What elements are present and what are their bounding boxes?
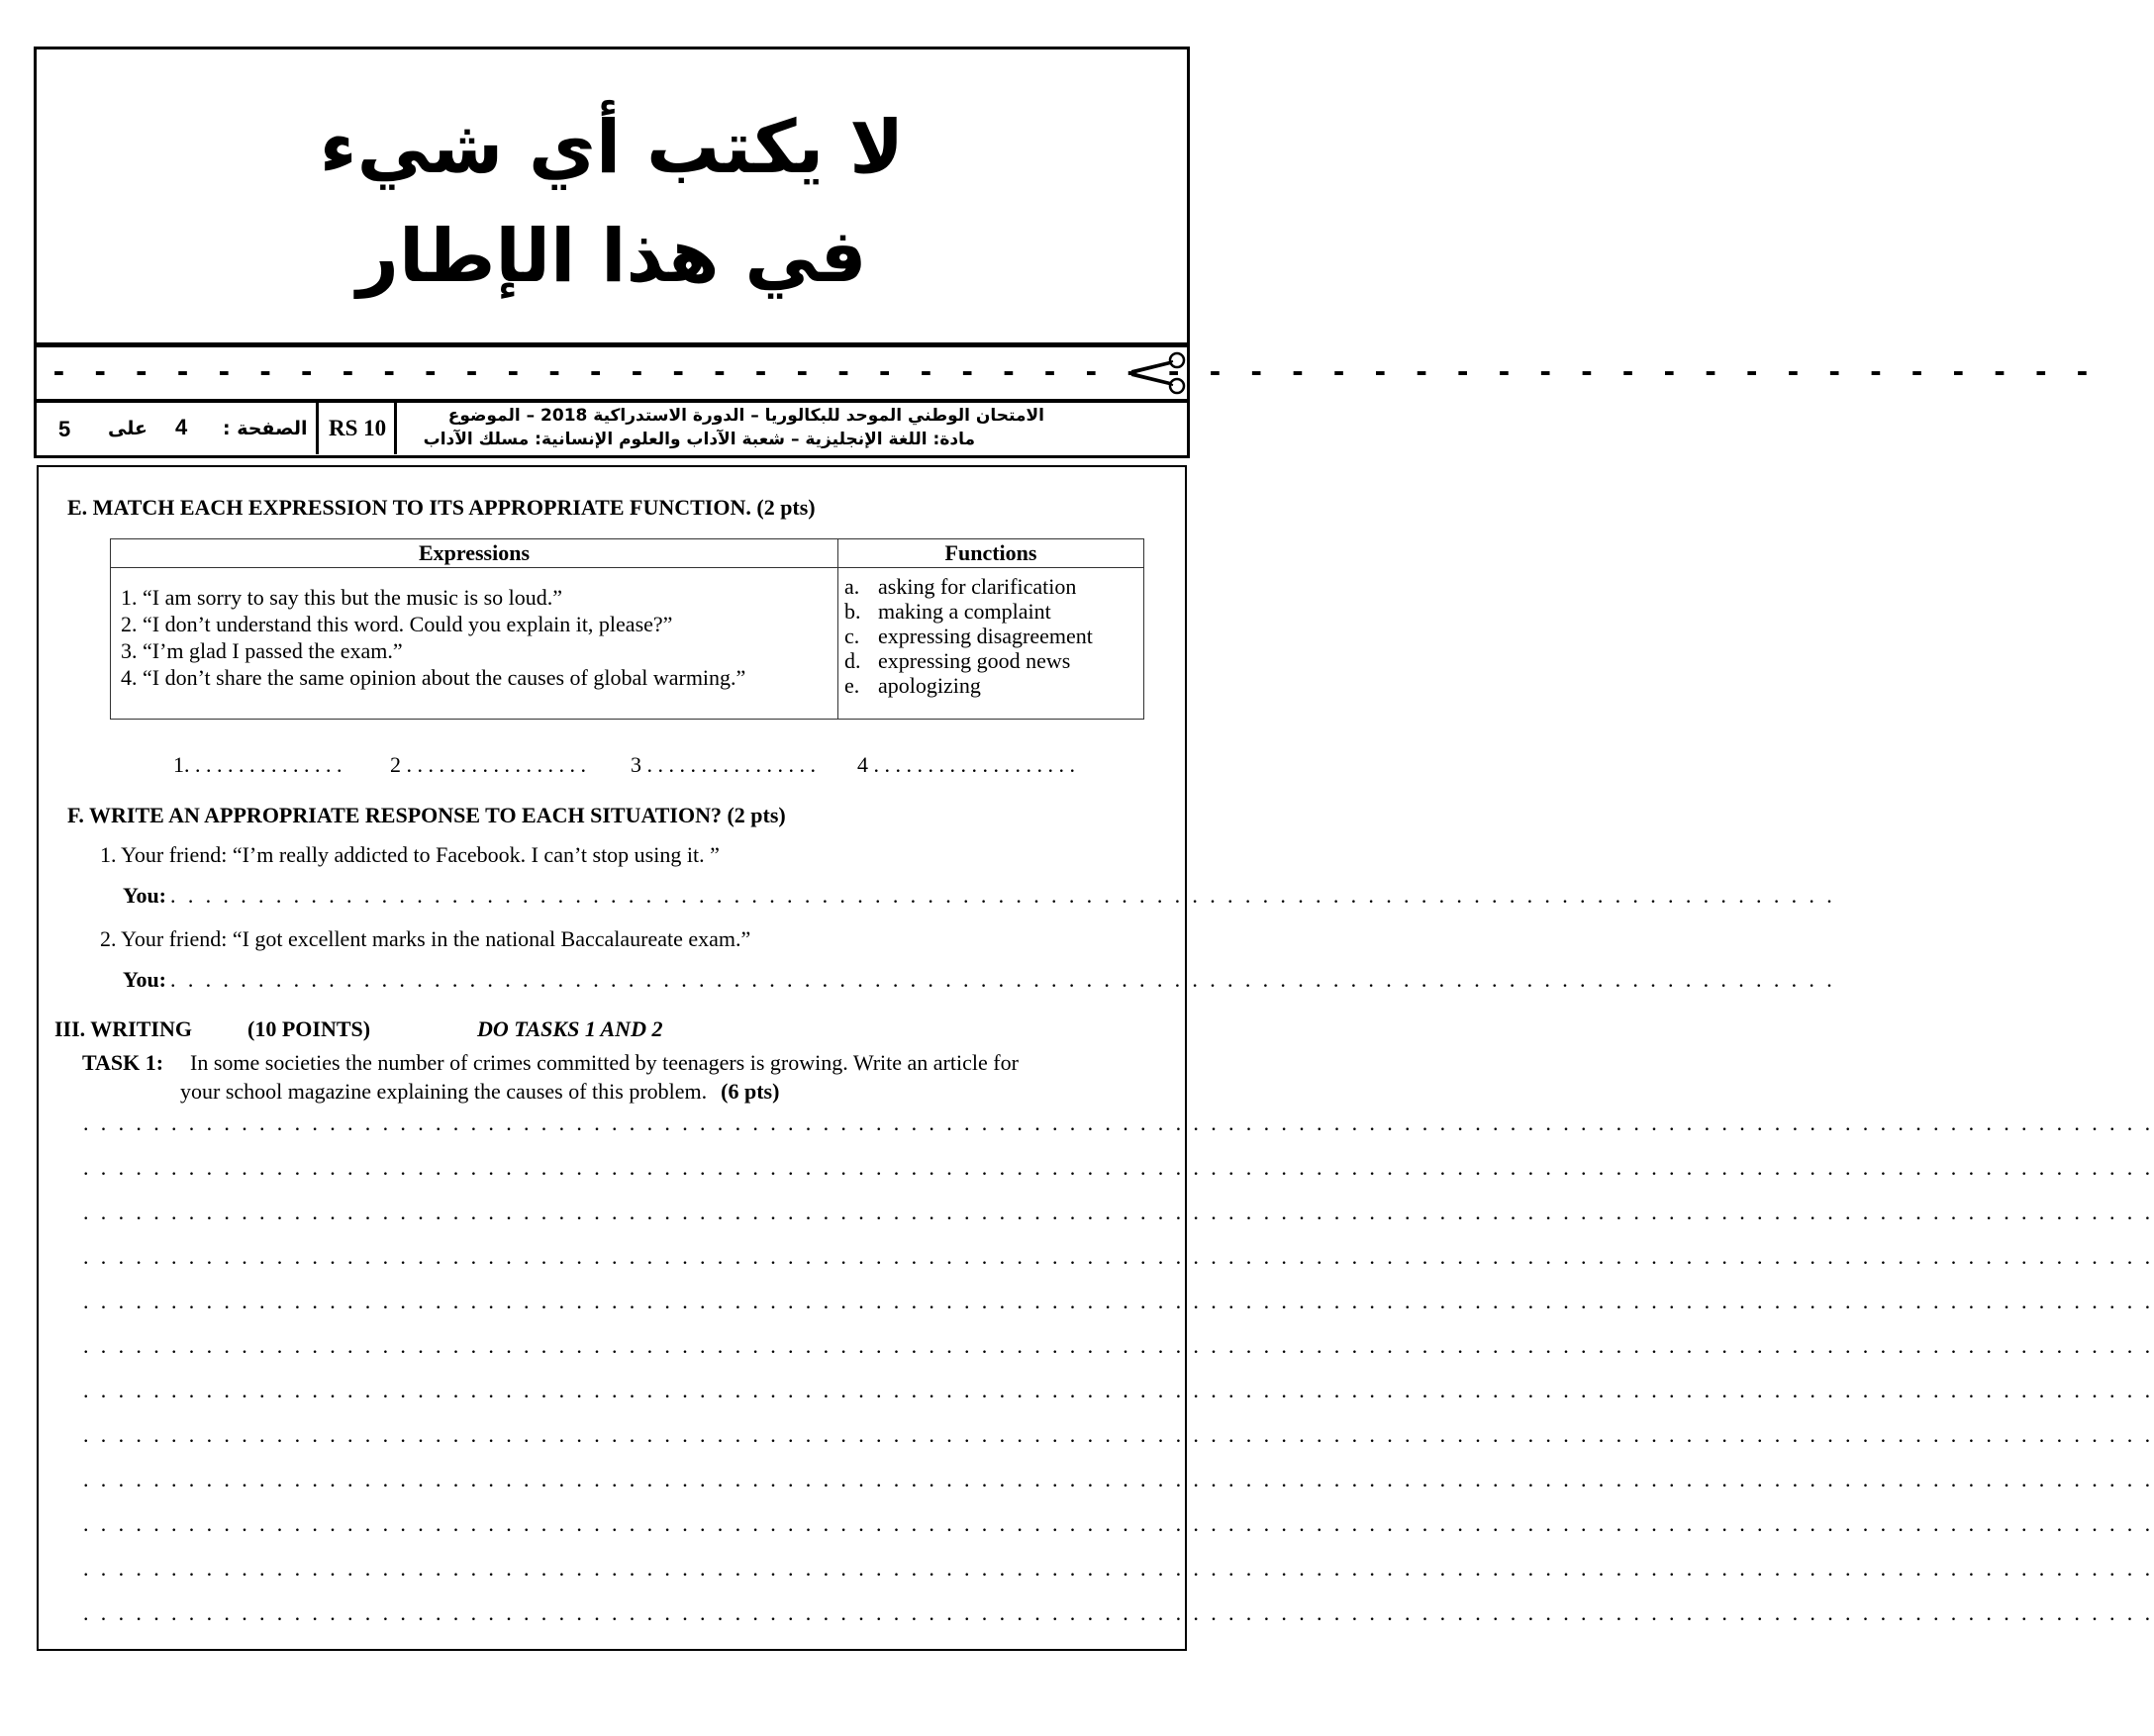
answer-blank-2[interactable]: 2 . . . . . . . . . . . . . . . . .: [390, 752, 586, 777]
scissors-icon: [1129, 351, 1189, 395]
function-text: expressing good news: [878, 648, 1071, 673]
cut-line: - - - - - - - - - - - - - - - - - - - - - - - - - - - - - - - - - - - - - - - - - - - - - - - - - -: [50, 355, 2095, 388]
page-header-row: [34, 401, 1190, 458]
writing-line[interactable]: . . . . . . . . . . . . . . . . . . . . . . . . . . . . . . . . . . . . . . . . . . . . . . . . . . . . . . . . . . . . . . . . . . . . . . . . . . . . . . . . . . . . . . . . . . . . . . . . . . . . . . . . . . . . . . . . . . . . . .: [83, 1600, 2154, 1625]
functions-header: Functions: [838, 539, 1144, 568]
function-letter: a.: [844, 574, 860, 599]
writing-line[interactable]: . . . . . . . . . . . . . . . . . . . . . . . . . . . . . . . . . . . . . . . . . . . . . . . . . . . . . . . . . . . . . . . . . . . . . . . . . . . . . . . . . . . . . . . . . . . . . . . . . . . . . . . . . . . . . . . . . . . . . .: [83, 1289, 2154, 1313]
function-item: [844, 599, 1133, 624]
function-text: apologizing: [878, 673, 981, 698]
writing-line[interactable]: . . . . . . . . . . . . . . . . . . . . . . . . . . . . . . . . . . . . . . . . . . . . . . . . . . . . . . . . . . . . . . . . . . . . . . . . . . . . . . . . . . . . . . . . . . . . . . . . . . . . . . . . . . . . . . . . . . . . . .: [83, 1378, 2154, 1402]
function-letter: d.: [844, 648, 861, 673]
expression-item: 2. “I don’t understand this word. Could you explain it, please?”: [121, 612, 673, 636]
function-item: [844, 648, 1133, 673]
function-letter: b.: [844, 599, 861, 624]
writing-title: III. WRITING: [54, 1016, 192, 1041]
situation-2: 2. Your friend: “I got excellent marks in the national Baccalaureate exam.”: [100, 926, 751, 951]
expression-item: 4. “I don’t share the same opinion about the causes of global warming.”: [121, 665, 746, 690]
do-not-write-line-2: في هذا الإطار: [356, 214, 867, 299]
cut-line-strip: [34, 345, 2095, 401]
page-label: الصفحة :: [223, 418, 308, 439]
writing-line[interactable]: . . . . . . . . . . . . . . . . . . . . . . . . . . . . . . . . . . . . . . . . . . . . . . . . . . . . . . . . . . . . . . . . . . . . . . . . . . . . . . . . . . . . . . . . . . . . . . . . . . . . . . . . . . . . . . . . . . . . . .: [83, 1333, 2154, 1358]
answer-blank-1[interactable]: 1. . . . . . . . . . . . . . .: [173, 752, 343, 777]
answer-blank-4[interactable]: 4 . . . . . . . . . . . . . . . . . . .: [857, 752, 1075, 777]
writing-line[interactable]: . . . . . . . . . . . . . . . . . . . . . . . . . . . . . . . . . . . . . . . . . . . . . . . . . . . . . . . . . . . . . . . . . . . . . . . . . . . . . . . . . . . . . . . . . . . . . . . . . . . . . . . . . . . . . . . . . . . . . .: [83, 1556, 2154, 1581]
function-text: expressing disagreement: [878, 624, 1093, 648]
page-number: 4: [175, 415, 188, 439]
function-item: [844, 574, 1133, 599]
response-dots: . . . . . . . . . . . . . . . . . . . . . . . . . . . . . . . . . . . . . . . . . . . . . . . . . . . . . . . . . . . . . . . . . . . . . . . . . . . . . . . . . . . . . . . . . . . . . . .: [170, 967, 1836, 992]
expression-item: 1. “I am sorry to say this but the music is so loud.”: [121, 585, 563, 610]
page-counter: [37, 403, 316, 454]
exam-info: [397, 403, 1189, 454]
writing-line[interactable]: . . . . . . . . . . . . . . . . . . . . . . . . . . . . . . . . . . . . . . . . . . . . . . . . . . . . . . . . . . . . . . . . . . . . . . . . . . . . . . . . . . . . . . . . . . . . . . . . . . . . . . . . . . . . . . . . . . . . . .: [83, 1200, 2154, 1224]
function-item: [844, 624, 1133, 648]
writing-line[interactable]: . . . . . . . . . . . . . . . . . . . . . . . . . . . . . . . . . . . . . . . . . . . . . . . . . . . . . . . . . . . . . . . . . . . . . . . . . . . . . . . . . . . . . . . . . . . . . . . . . . . . . . . . . . . . . . . . . . . . . .: [83, 1110, 2154, 1135]
writing-line[interactable]: . . . . . . . . . . . . . . . . . . . . . . . . . . . . . . . . . . . . . . . . . . . . . . . . . . . . . . . . . . . . . . . . . . . . . . . . . . . . . . . . . . . . . . . . . . . . . . . . . . . . . . . . . . . . . . . . . . . . . .: [83, 1155, 2154, 1180]
task-1-label: TASK 1:: [82, 1050, 164, 1075]
situation-1: 1. Your friend: “I’m really addicted to Facebook. I can’t stop using it. ”: [100, 842, 720, 867]
task-1-text: your school magazine explaining the causes of this problem.: [180, 1079, 708, 1104]
function-text: making a complaint: [878, 599, 1051, 624]
function-letter: e.: [844, 673, 860, 698]
total-pages: 5: [58, 417, 71, 441]
task-1-line-2: [180, 1079, 779, 1105]
of-label: على: [108, 418, 147, 439]
task-1-points: (6 pts): [721, 1079, 780, 1104]
expressions-header: Expressions: [111, 539, 838, 568]
writing-line[interactable]: . . . . . . . . . . . . . . . . . . . . . . . . . . . . . . . . . . . . . . . . . . . . . . . . . . . . . . . . . . . . . . . . . . . . . . . . . . . . . . . . . . . . . . . . . . . . . . . . . . . . . . . . . . . . . . . . . . . . . .: [83, 1511, 2154, 1536]
writing-line[interactable]: . . . . . . . . . . . . . . . . . . . . . . . . . . . . . . . . . . . . . . . . . . . . . . . . . . . . . . . . . . . . . . . . . . . . . . . . . . . . . . . . . . . . . . . . . . . . . . . . . . . . . . . . . . . . . . . . . . . . . .: [83, 1467, 2154, 1492]
writing-line[interactable]: . . . . . . . . . . . . . . . . . . . . . . . . . . . . . . . . . . . . . . . . . . . . . . . . . . . . . . . . . . . . . . . . . . . . . . . . . . . . . . . . . . . . . . . . . . . . . . . . . . . . . . . . . . . . . . . . . . . . . .: [83, 1422, 2154, 1447]
you-label: You:: [123, 967, 167, 992]
section-f-title: F. WRITE AN APPROPRIATE RESPONSE TO EACH SITUATION? (2 pts): [67, 803, 786, 827]
expression-item: 3. “I’m glad I passed the exam.”: [121, 638, 403, 663]
writing-line[interactable]: . . . . . . . . . . . . . . . . . . . . . . . . . . . . . . . . . . . . . . . . . . . . . . . . . . . . . . . . . . . . . . . . . . . . . . . . . . . . . . . . . . . . . . . . . . . . . . . . . . . . . . . . . . . . . . . . . . . . . .: [83, 1244, 2154, 1269]
do-not-write-line-1: لا يكتب أي شيء: [319, 105, 905, 190]
exam-session-line: الامتحان الوطني الموحد للبكالوريا – الدورة الاستدراكية 2018 – الموضوع: [447, 406, 1044, 426]
function-letter: c.: [844, 624, 860, 648]
expressions-cell: [111, 568, 838, 720]
writing-instruction: DO TASKS 1 AND 2: [477, 1016, 663, 1041]
answer-blank-3[interactable]: 3 . . . . . . . . . . . . . . . .: [631, 752, 816, 777]
function-text: asking for clarification: [878, 574, 1077, 599]
you-label: You:: [123, 883, 167, 908]
function-item: [844, 673, 1133, 698]
exam-code-text: RS 10: [329, 416, 387, 440]
exam-code: [319, 403, 394, 454]
response-line-1[interactable]: [123, 883, 1836, 909]
response-dots: . . . . . . . . . . . . . . . . . . . . . . . . . . . . . . . . . . . . . . . . . . . . . . . . . . . . . . . . . . . . . . . . . . . . . . . . . . . . . . . . . . . . . . . . . . . . . . .: [170, 883, 1836, 908]
writing-points: (10 POINTS): [247, 1016, 371, 1041]
functions-cell: [838, 568, 1144, 720]
matching-table: [110, 538, 1144, 720]
section-e-title: E. MATCH EACH EXPRESSION TO ITS APPROPRIATE FUNCTION. (2 pts): [67, 495, 816, 520]
exam-subject-line: مادة: اللغة الإنجليزية – شعبة الآداب والعلوم الإنسانية: مسلك الآداب: [423, 430, 975, 449]
do-not-write-box: [34, 47, 1190, 345]
task-1-line-1: In some societies the number of crimes committed by teenagers is growing. Write an article for: [190, 1050, 1019, 1075]
response-line-2[interactable]: [123, 967, 1836, 993]
